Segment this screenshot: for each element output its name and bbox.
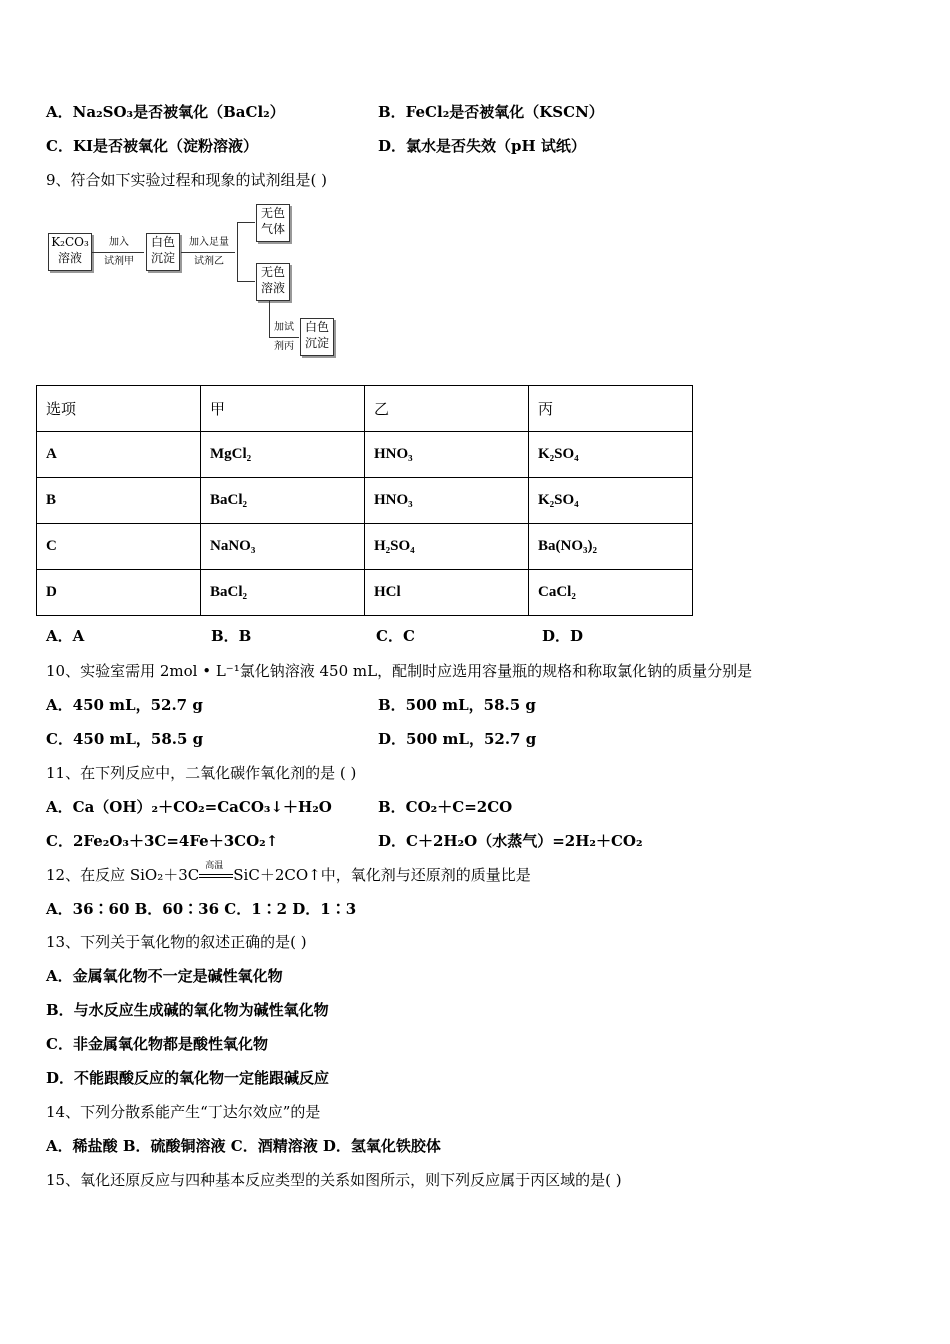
q13-option-b: B．与水反应生成碱的氧化物为碱性氧化物	[46, 1001, 329, 1019]
flow-start-box	[48, 233, 92, 271]
flow-step2-label: 加入足量	[189, 237, 229, 248]
q10-option-d: D．500 mL，52.7 g	[378, 730, 537, 748]
table-cell: BaCl₂	[201, 478, 365, 524]
flow-ppt2-box: 白色 沉淀	[300, 318, 334, 356]
flow-gas-box: 无色 气体	[256, 204, 290, 242]
table-header-row	[37, 386, 693, 432]
q13-option-a: A．金属氧化物不一定是碱性氧化物	[46, 967, 283, 985]
flow-arrow-1	[92, 252, 144, 253]
table-cell: K₂SO₄	[529, 478, 693, 524]
q9-options-table	[36, 385, 693, 616]
table-row	[37, 570, 693, 616]
q8-option-c: C．KI是否被氧化（淀粉溶液）	[46, 137, 258, 155]
table-row	[37, 524, 693, 570]
q11-option-a: A．Ca（OH）₂＋CO₂=CaCO₃↓＋H₂O	[46, 798, 332, 816]
q9-option-d: D．D	[542, 627, 584, 645]
table-header-cell: 选项	[37, 386, 201, 432]
reaction-condition: 高温	[205, 861, 224, 871]
q10-option-c: C．450 mL，58.5 g	[46, 730, 204, 748]
table-cell: HCl	[365, 570, 529, 616]
flow-step1-label: 加入	[109, 237, 129, 248]
flow-arrow-solution	[237, 281, 255, 282]
table-cell: A	[37, 432, 201, 478]
q9-option-c: C．C	[376, 627, 415, 645]
table-cell: CaCl₂	[529, 570, 693, 616]
table-cell: B	[37, 478, 201, 524]
q12-options: A．36∶60 B．60∶36 C．1∶2 D．1∶3	[46, 900, 357, 918]
flow-step3-label: 加试	[274, 322, 294, 333]
q10-option-b: B．500 mL，58.5 g	[378, 696, 536, 714]
q14-options: A．稀盐酸 B．硫酸铜溶液 C．酒精溶液 D．氢氧化铁胶体	[46, 1137, 441, 1155]
q13-option-c: C．非金属氧化物都是酸性氧化物	[46, 1035, 268, 1053]
flow-arrow-gas	[237, 222, 255, 223]
flow-step2-label2: 试剂乙	[194, 256, 224, 267]
q11-option-c: C．2Fe₂O₃＋3C=4Fe＋3CO₂↑	[46, 832, 279, 850]
table-cell: BaCl₂	[201, 570, 365, 616]
q14-stem: 14、下列分散系能产生“丁达尔效应”的是	[46, 1103, 321, 1121]
q10-stem: 10、实验室需用 2mol • L⁻¹氯化钠溶液 450 mL，配制时应选用容量瓶的规格和称取氯化钠的质量分别是	[46, 662, 753, 680]
q13-stem: 13、下列关于氧化物的叙述正确的是( )	[46, 933, 307, 951]
flow-ppt1-box: 白色 沉淀	[146, 233, 180, 271]
flow-branch-line	[237, 222, 238, 282]
table-cell: MgCl₂	[201, 432, 365, 478]
table-row	[37, 478, 693, 524]
q12-stem-pre: 12、在反应 SiO₂＋3C	[46, 866, 200, 884]
flow-arrow-2	[181, 252, 235, 253]
q11-stem: 11、在下列反应中，二氧化碳作氧化剂的是 ( )	[46, 764, 357, 782]
table-cell: HNO₃	[365, 478, 529, 524]
q8-option-a: A．Na₂SO₃是否被氧化（BaCl₂）	[46, 103, 285, 121]
q15-stem: 15、氧化还原反应与四种基本反应类型的关系如图所示，则下列反应属于丙区域的是( )	[46, 1171, 622, 1189]
table-cell: HNO₃	[365, 432, 529, 478]
q9-stem: 9、符合如下实验过程和现象的试剂组是( )	[46, 171, 328, 189]
q13-option-d: D．不能跟酸反应的氧化物一定能跟碱反应	[46, 1069, 330, 1087]
table-header-cell: 丙	[529, 386, 693, 432]
q9-option-b: B．B	[211, 627, 252, 645]
table-cell: Ba(NO₃)₂	[529, 524, 693, 570]
q12-stem	[46, 861, 531, 885]
high-temperature-equals-sign	[199, 861, 233, 881]
table-header-cell: 乙	[365, 386, 529, 432]
table-row	[37, 432, 693, 478]
flow-step3-label2: 剂丙	[274, 341, 294, 352]
flow-step1-label2: 试剂甲	[104, 256, 134, 267]
q11-option-b: B．CO₂＋C=2CO	[378, 798, 513, 816]
q11-option-d: D．C＋2H₂O（水蒸气）=2H₂＋CO₂	[378, 832, 643, 850]
flow-arrow-3	[269, 337, 299, 338]
q8-option-d: D．氯水是否失效（pH 试纸）	[378, 137, 586, 155]
table-cell: D	[37, 570, 201, 616]
flow-solution-box: 无色 溶液	[256, 263, 290, 301]
flow-start-line2: 溶液	[57, 251, 82, 265]
q8-option-b: B．FeCl₂是否被氧化（KSCN）	[378, 103, 604, 121]
table-cell: NaNO₃	[201, 524, 365, 570]
flow-start-line1: K₂CO₃	[51, 235, 89, 249]
q12-stem-post: SiC＋2CO↑中，氧化剂与还原剂的质量比是	[233, 866, 531, 884]
table-header-cell: 甲	[201, 386, 365, 432]
table-cell: C	[37, 524, 201, 570]
q10-option-a: A．450 mL，52.7 g	[46, 696, 203, 714]
table-cell: H₂SO₄	[365, 524, 529, 570]
table-cell: K₂SO₄	[529, 432, 693, 478]
q9-option-a: A．A	[46, 627, 85, 645]
